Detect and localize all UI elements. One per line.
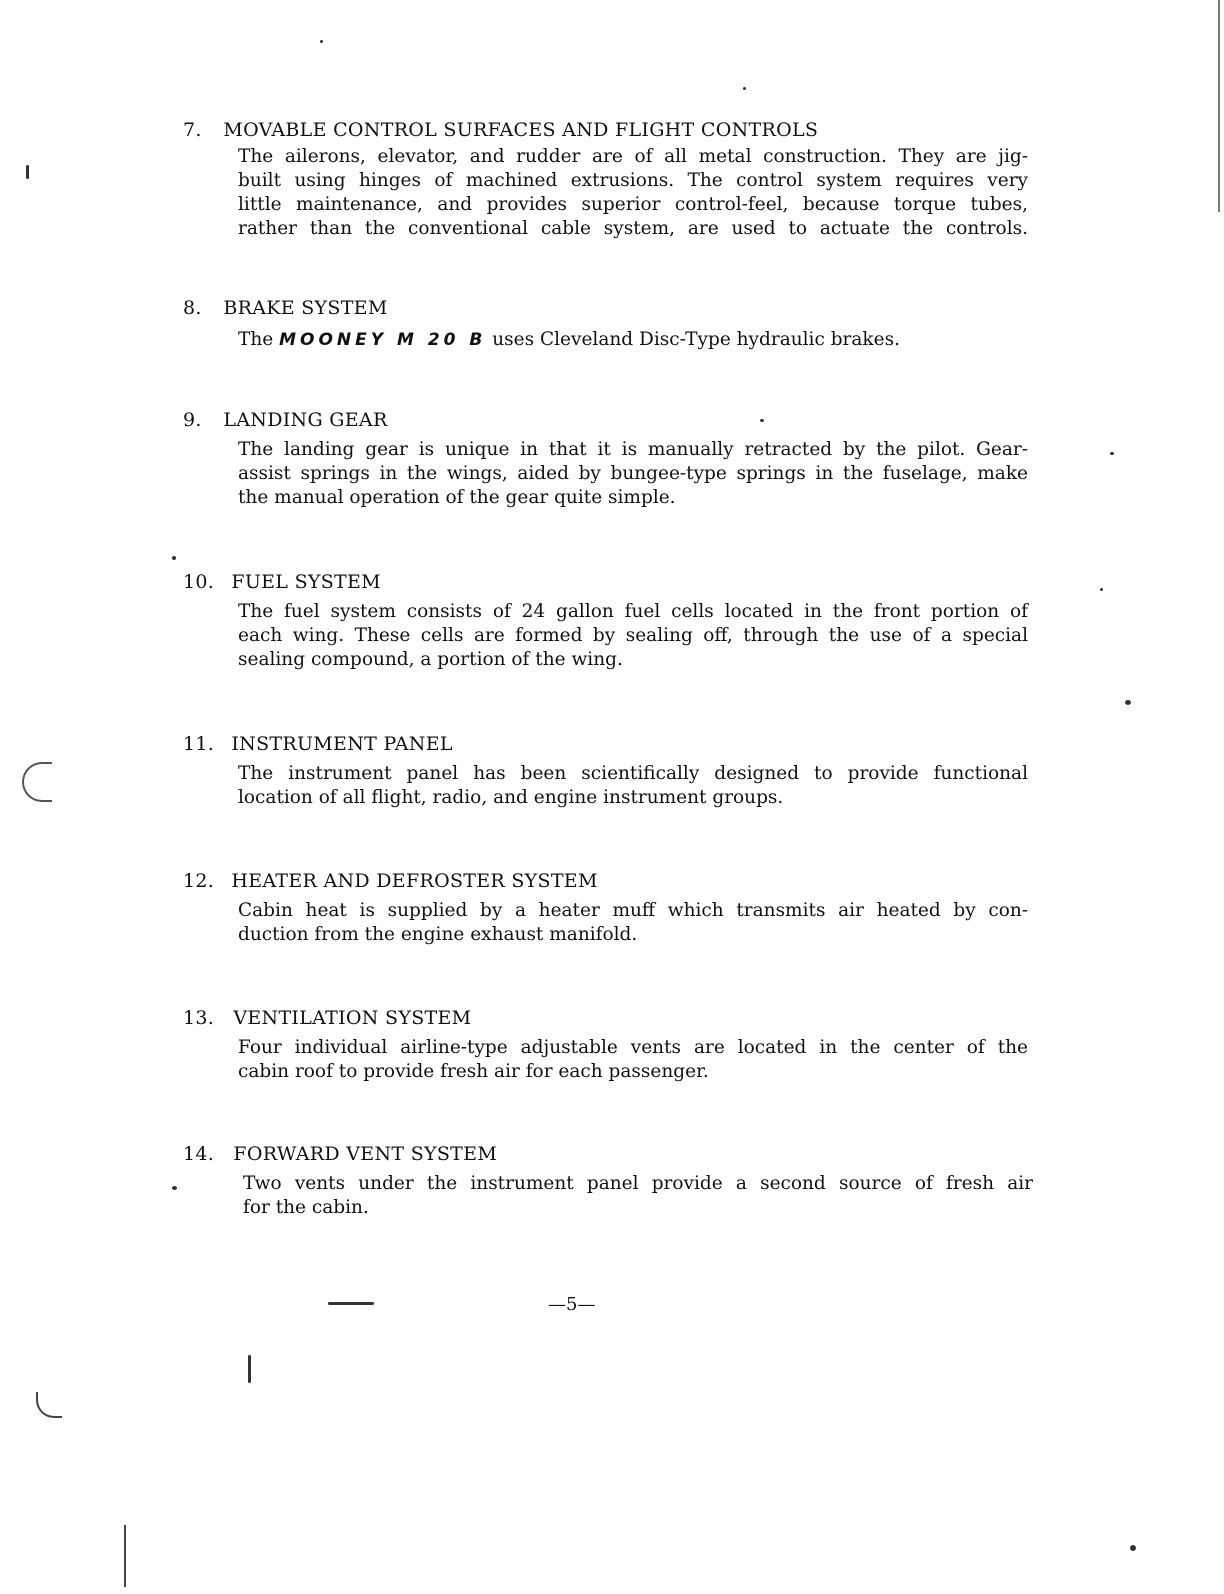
section-title: LANDING GEAR <box>223 409 388 431</box>
section-landing-gear <box>183 408 1043 510</box>
page-number: —5— <box>548 1294 596 1315</box>
section-body <box>238 600 1028 672</box>
scan-speck <box>172 1186 177 1190</box>
section-instrument-panel <box>183 732 1043 810</box>
body-line: The instrument panel has been scientifically designed to provide functional <box>238 763 1028 784</box>
section-title: FORWARD VENT SYSTEM <box>233 1143 498 1165</box>
section-body <box>238 438 1028 510</box>
section-title: INSTRUMENT PANEL <box>231 733 453 755</box>
body-line: assist springs in the wings, aided by bungee-type springs in the fuselage, make <box>238 463 1028 484</box>
body-line: the manual operation of the gear quite simple. <box>238 487 676 508</box>
section-number: 11. <box>183 733 215 755</box>
section-heading <box>183 118 1043 142</box>
section-heater-defroster <box>183 869 1043 947</box>
body-line: sealing compound, a portion of the wing. <box>238 649 623 670</box>
section-title: MOVABLE CONTROL SURFACES AND FLIGHT CONTROLS <box>223 119 819 141</box>
section-number: 12. <box>183 870 215 892</box>
scan-speck <box>743 87 746 90</box>
margin-corner-mark <box>36 1392 62 1418</box>
scan-speck <box>1100 588 1103 591</box>
body-line: The ailerons, elevator, and rudder are of all metal construction. They are jig- <box>238 146 1028 167</box>
section-body <box>238 328 1028 352</box>
section-title: HEATER AND DEFROSTER SYSTEM <box>231 870 598 892</box>
section-body <box>238 762 1028 810</box>
section-heading <box>183 869 1043 893</box>
body-line: duction from the engine exhaust manifold. <box>238 924 638 945</box>
section-number: 9. <box>183 409 202 431</box>
section-heading <box>183 296 1043 320</box>
body-line: location of all flight, radio, and engine instrument groups. <box>238 787 784 808</box>
section-number: 8. <box>183 297 202 319</box>
scan-speck <box>1130 1545 1136 1551</box>
body-text-start: The <box>238 329 274 350</box>
section-heading <box>183 1006 1043 1030</box>
edge-line-mark <box>1218 0 1220 212</box>
section-number: 10. <box>183 571 215 593</box>
section-ventilation <box>183 1006 1043 1084</box>
body-line: Cabin heat is supplied by a heater muff which transmits air heated by con- <box>238 900 1028 921</box>
section-number: 13. <box>183 1007 215 1029</box>
scan-speck <box>172 556 176 560</box>
section-title: BRAKE SYSTEM <box>223 297 388 319</box>
section-body <box>238 145 1028 241</box>
body-line: for the cabin. <box>243 1197 369 1218</box>
body-line: The fuel system consists of 24 gallon fuel cells located in the front portion of <box>238 601 1028 622</box>
scan-speck <box>328 1302 374 1305</box>
body-line: built using hinges of machined extrusions. The control system requires very <box>238 170 1028 191</box>
scan-speck <box>26 165 29 179</box>
section-body <box>243 1172 1033 1220</box>
scan-speck <box>1125 700 1131 705</box>
aircraft-model: MOONEY M 20 B <box>279 330 487 350</box>
section-heading <box>183 732 1043 756</box>
section-fuel-system <box>183 570 1043 672</box>
section-body <box>238 899 1028 947</box>
body-line: each wing. These cells are formed by sealing off, through the use of a special <box>238 625 1028 646</box>
scan-speck <box>1110 452 1114 455</box>
margin-bracket-mark <box>22 762 52 802</box>
margin-line-mark <box>124 1525 126 1587</box>
section-heading <box>183 408 1043 432</box>
section-brake-system <box>183 296 1043 352</box>
section-number: 7. <box>183 119 202 141</box>
body-line: little maintenance, and provides superior control-feel, because torque tubes, <box>238 194 1028 215</box>
body-line: cabin roof to provide fresh air for each passenger. <box>238 1061 709 1082</box>
section-control-surfaces <box>183 118 1043 241</box>
section-forward-vent <box>183 1142 1043 1220</box>
scan-speck <box>760 419 764 422</box>
section-heading <box>183 1142 1043 1166</box>
body-text-end: uses Cleveland Disc-Type hydraulic brakes. <box>492 329 900 350</box>
body-line: Four individual airline-type adjustable vents are located in the center of the <box>238 1037 1028 1058</box>
body-line: The landing gear is unique in that it is manually retracted by the pilot. Gear- <box>238 439 1028 460</box>
scan-speck <box>248 1355 251 1383</box>
section-heading <box>183 570 1043 594</box>
scan-speck <box>320 40 323 43</box>
body-line: rather than the conventional cable system, are used to actuate the controls. <box>238 218 1028 239</box>
body-line: Two vents under the instrument panel provide a second source of fresh air <box>243 1173 1033 1194</box>
section-number: 14. <box>183 1143 215 1165</box>
section-body <box>238 1036 1028 1084</box>
section-title: FUEL SYSTEM <box>231 571 381 593</box>
section-title: VENTILATION SYSTEM <box>233 1007 472 1029</box>
